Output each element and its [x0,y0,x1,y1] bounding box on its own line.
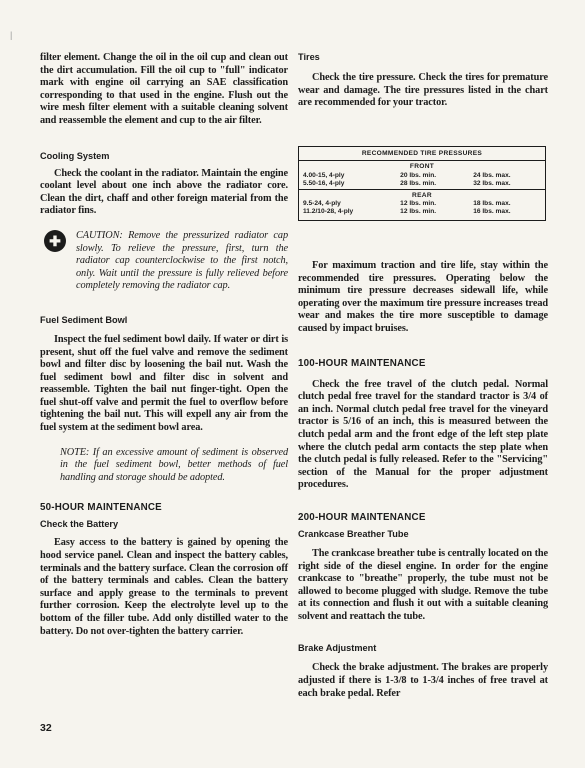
tire-max: 16 lbs. max. [473,208,511,216]
tire-size: 5.50-16, 4-ply [303,180,345,188]
heading-50-hour: 50-HOUR MAINTENANCE [40,502,162,514]
paragraph-fuel: Inspect the fuel sediment bowl daily. If water or dirt is present, shut off the fuel valve and remove the sediment bowl and filter disc by loosening the bail nut. Wash the fuel sediment bowl and filter disc in solvent and reassemble. Tighten the bail nut finger-tight. Open the fuel shut-off valve and permit the fuel to overflow before tightening the bail nut. This will expell any air from the fuel system at the sediment bowl area. [40,333,288,434]
tire-min: 20 lbs. min. [400,171,437,179]
right-column-lower [298,260,548,700]
caution-text [40,230,288,293]
heading-cooling-system: Cooling System [40,150,110,161]
edge-mark: | [10,30,13,40]
heading-tires: Tires [298,52,320,62]
heading-100-hour: 100-HOUR MAINTENANCE [298,357,426,369]
heading-200-hour: 200-HOUR MAINTENANCE [298,511,426,523]
paragraph-traction: For maximum traction and tire life, stay within the recommended tire pressures. Operating below the minimum tire pressure decreases sidewall life, while operating over the maximum tire pressure increases tread wear and makes the tire more susceptible to damage caused by impact bruises. [298,260,548,334]
tire-min: 28 lbs. min. [400,180,437,188]
tire-max: 18 lbs. max. [473,200,511,208]
paragraph-tires: Check the tire pressure. Check the tires for premature wear and damage. The tire pressures listed in the chart are recommended for your tractor. [298,72,548,109]
note-fuel: NOTE: If an excessive amount of sediment is observed in the fuel sediment bowl, better methods of fuel handling and storage should be adopted. [60,446,288,483]
paragraph-crankcase: The crankcase breather tube is centrally located on the right side of the diesel engine. In order for the engine crankcase to "breathe" properly, the tube must not be allowed to become plugged with sludge. Remove the tube at its connection and flush it out with a suitable cleaning solvent and reattach the tube. [298,547,548,622]
heading-fuel-sediment-bowl: Fuel Sediment Bowl [40,314,128,325]
paragraph-brake: Check the brake adjustment. The brakes are properly adjusted if there is 1-3/8 to 1-3/4 inches of free travel at each brake pedal. Refer [298,662,548,699]
tire-size: 9.5-24, 4-ply [303,200,341,208]
tire-max: 24 lbs. max. [473,171,511,179]
tire-max: 32 lbs. max. [473,180,511,188]
heading-crankcase-breather: Crankcase Breather Tube [298,528,409,539]
paragraph-clutch: Check the free travel of the clutch pedal. Normal clutch pedal free travel for the standard tractor is 3/4 of an inch. Normal clutch pedal free travel for the vineyard tractor is 5/16 of an inch, this is measured between the clutch pedal arm and the front edge of the left step plate where the clutch pedal arm contacts the step plate when the clutch pedal is fully released. Refer to the "Servicing" section of the Manual for the proper adjustment procedures. [298,378,548,491]
table-group-rear: REAR [299,189,546,200]
tire-min: 12 lbs. min. [400,200,437,208]
paragraph-cooling: Check the coolant in the radiator. Maintain the engine coolant level about one inch above the radiator core. Clean the dirt, chaff and other foreign material from the radiator fins. [40,167,288,217]
table-row [299,172,546,180]
table-row [299,200,546,208]
table-row [299,208,546,220]
paragraph-battery: Easy access to the battery is gained by opening the hood service panel. Clean and inspect the battery cables, terminals and the battery surface. Clean the corrosion off of the battery terminals and cables. Clean the battery surface and apply grease to the terminals to prevent further corrosion. Keep the electrolyte level up to the bottom of the filler tube. Add only distilled water to the battery. Do not over-tighten the battery carrier. [40,537,288,637]
heading-brake-adjustment: Brake Adjustment [298,643,377,654]
table-row [299,180,546,189]
tire-pressure-table [298,146,546,221]
table-group-front: FRONT [409,163,435,171]
page-number: 32 [40,722,52,734]
paragraph-air-filter: filter element. Change the oil in the oil cup and clean out the dirt accumulation. Fill the oil cup to "full" indicator mark with engine oil carrying an SAE classification corresponding to that used in the engine. Flush out the wire mesh filter element with a suitable cleaning solvent and reassemble the element and cup to the air filter. [40,52,288,126]
table-title: RECOMMENDED TIRE PRESSURES [299,147,546,161]
left-column [40,52,288,638]
right-column [298,52,548,110]
safety-cross-icon: ✚ [44,230,66,252]
heading-check-battery: Check the Battery [40,519,119,530]
caution-body: Remove the pressurized radiator cap slowly. To relieve the pressure, first, turn the radiator cap counterclockwise to the first notch, only. Wait until the pressure is fully relieved before completely removing the radiator cap. [76,229,288,292]
tire-size: 4.00-15, 4-ply [303,171,345,179]
caution-label: CAUTION: [76,229,123,241]
tire-size: 11.2/10-28, 4-ply [303,208,354,216]
tire-min: 12 lbs. min. [400,208,437,216]
caution-block [40,230,288,293]
